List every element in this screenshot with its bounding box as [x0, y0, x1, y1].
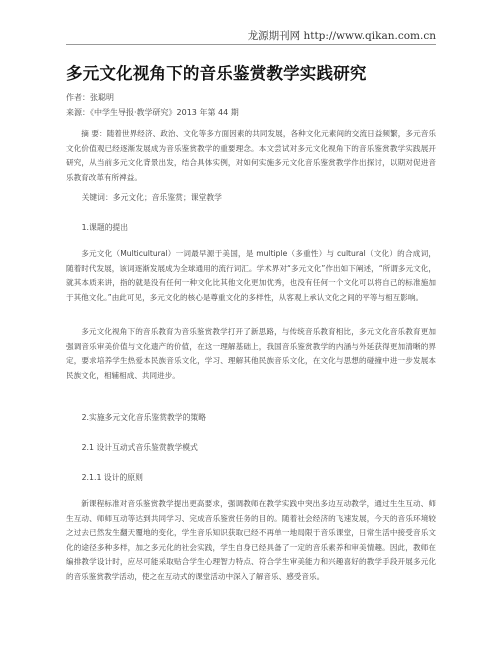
section-heading-2-1: 2.1 设计互动式音乐鉴赏教学模式	[81, 443, 198, 452]
section-1-paragraph-2: 多元文化视角下的音乐教育为音乐鉴赏教学打开了新思路，与传统音乐教育相比，多元文化音乐教育更加强调音乐审美价值与文化遗产的价值，在这一理解基础上，我国音乐鉴赏教学的内涵与外延获得更加清晰的界定，要求培养学生热爱本民族音乐文化，学习、理解其他民族音乐文化，在文化与思想的碰撞中进一步发展本民族文化，相辅相成、共同进步。	[66, 327, 436, 380]
author-line: 作者：张聪明	[66, 93, 114, 102]
header-rule	[66, 44, 436, 45]
section-1-paragraph-1: 多元文化（Multicultural）一词最早源于美国，是 multiple（多重性）与 cultural（文化）的合成词，随着时代发展，该词逐渐发展成为全球通用的流行词汇。学术界对“多元文化”作出如下阐述，“所谓多元文化，就其本质来讲，指的就是没有任何一种文化比其他文化更加优秀，也没有任何一个文化可以将自己的标准施加于其他文化。”由此可见，多元文化的核心是尊重文化的多样性，从客观上承认文化之间的平等与相互影响。	[66, 249, 436, 302]
keywords: 关键词：多元文化；音乐鉴赏；课堂教学	[81, 193, 222, 202]
site-header[interactable]: 龙源期刊网 http://www.qikan.com.cn	[247, 30, 436, 42]
source-line: 来源：《中学生导报·教学研究》2013 年第 44 期	[66, 108, 239, 117]
section-2-1-1-paragraph-1: 新课程标准对音乐鉴赏教学提出更高要求，强调教师在教学实践中突出多边互动教学，通过生生互动、师生互动、师师互动等达到共同学习、完成音乐鉴赏任务的目的。随着社会经济的飞速发展，今天的音乐环境较之过去已然发生翻天覆地的变化，学生音乐知识获取已经不再单一地局限于音乐课堂，日常生活中接受音乐文化的途径多种多样，加之多元化的社会实践，学生自身已经具备了一定的音乐素养和审美情趣。因此，教师在编排教学设计时，应尽可能采取贴合学生心理智力特点、符合学生审美能力和兴趣喜好的教学手段开展多元化的音乐鉴赏教学活动，使之在互动式的课堂活动中深入了解音乐、感受音乐。	[66, 499, 436, 581]
section-heading-2-1-1: 2.1.1 设计的原则	[81, 473, 143, 482]
section-heading-2: 2.实施多元文化音乐鉴赏教学的策略	[81, 413, 206, 422]
article-title: 多元文化视角下的音乐鉴赏教学实践研究	[66, 64, 367, 83]
abstract: 摘 要：随着世界经济、政治、文化等多方面因素的共同发展，各种文化元素间的交流日益频繁，多元音乐文化价值观已经逐渐发展成为音乐鉴赏教学的重要理念。本文尝试对多元文化视角下的音乐鉴赏教学实践展开研究，从当前多元文化背景出发，结合具体实例，对如何实施多元文化音乐鉴赏教学作出探讨，以期对促进音乐教育改革有所裨益。	[66, 129, 436, 182]
section-heading-1: 1.课题的提出	[81, 223, 129, 232]
